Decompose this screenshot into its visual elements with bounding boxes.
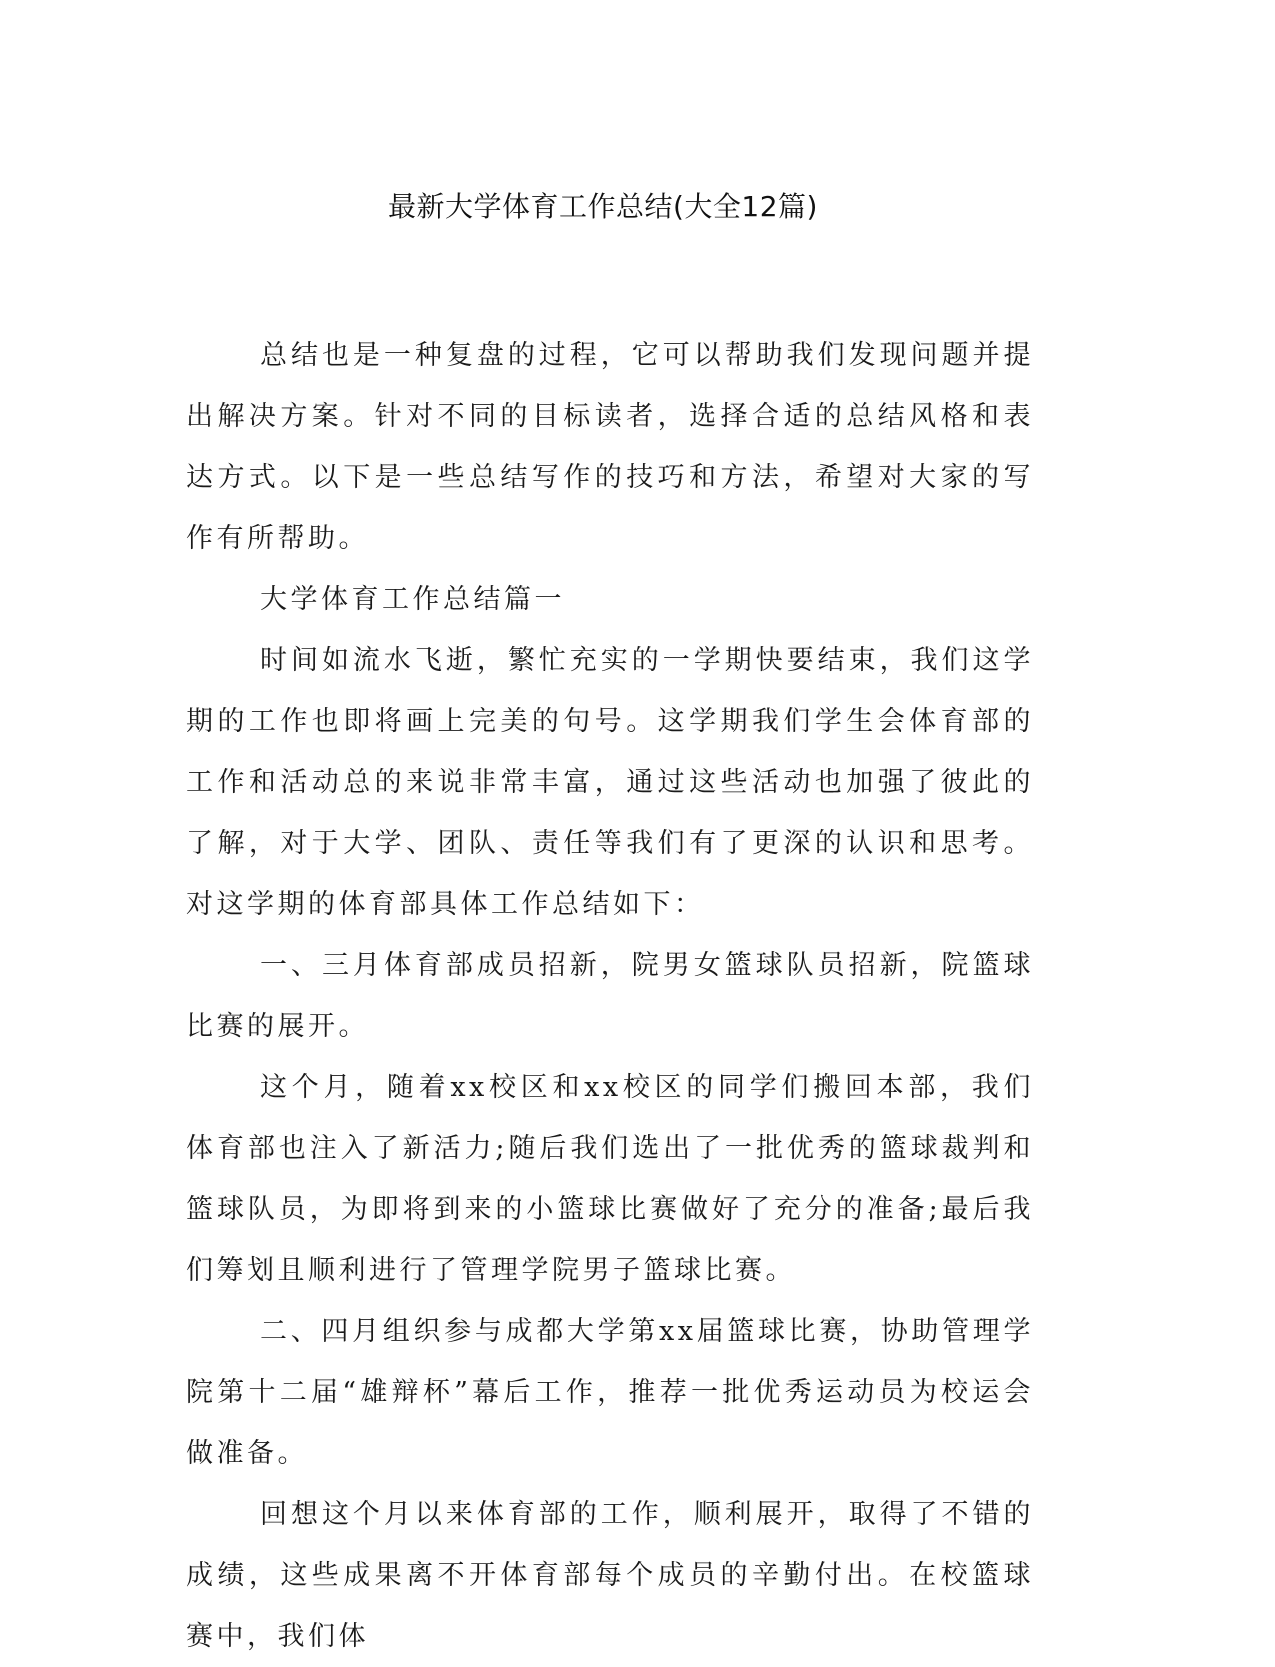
document-title: 最新大学体育工作总结(大全12篇) [388,190,818,223]
section-heading: 大学体育工作总结篇一 [260,584,565,615]
body-paragraph: 这个月，随着xx校区和xx校区的同学们搬回本部，我们体育部也注入了新活力;随后我们选出了一批优秀的篮球裁判和篮球队员，为即将到来的小篮球比赛做好了充分的准备;最后我们筹划且顺利进行了管理学院男子篮球比赛。 [186,1072,1034,1286]
body-paragraph: 回想这个月以来体育部的工作，顺利展开，取得了不错的成绩，这些成果离不开体育部每个成员的辛勤付出。在校篮球赛中，我们体 [186,1499,1034,1652]
body-paragraph: 时间如流水飞逝，繁忙充实的一学期快要结束，我们这学期的工作也即将画上完美的句号。这学期我们学生会体育部的工作和活动总的来说非常丰富，通过这些活动也加强了彼此的了解，对于大学、团队、责任等我们有了更深的认识和思考。对这学期的体育部具体工作总结如下： [186,645,1034,920]
document-body [186,325,1034,1667]
body-paragraph: 二、四月组织参与成都大学第xx届篮球比赛，协助管理学院第十二届“雄辩杯”幕后工作，推荐一批优秀运动员为校运会做准备。 [186,1316,1034,1469]
intro-paragraph: 总结也是一种复盘的过程，它可以帮助我们发现问题并提出解决方案。针对不同的目标读者，选择合适的总结风格和表达方式。以下是一些总结写作的技巧和方法，希望对大家的写作有所帮助。 [186,340,1034,554]
body-paragraph: 一、三月体育部成员招新，院男女篮球队员招新，院篮球比赛的展开。 [186,950,1034,1042]
